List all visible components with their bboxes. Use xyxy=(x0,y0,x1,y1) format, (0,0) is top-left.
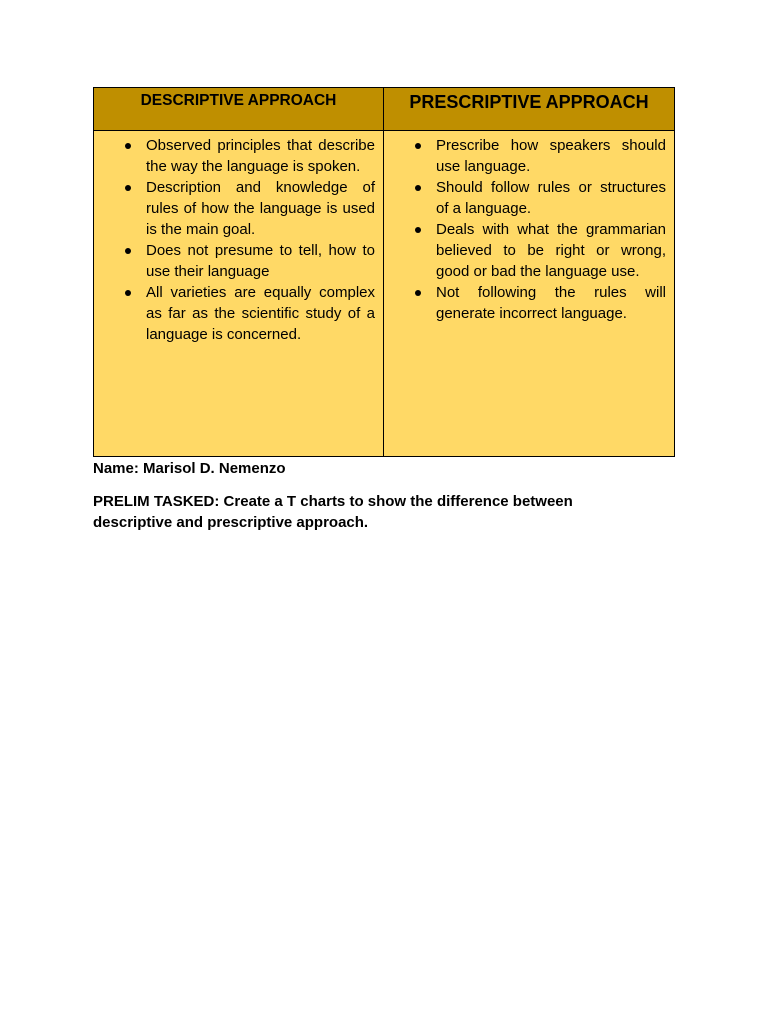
prescriptive-item-text: Should follow rules or structures of a language. xyxy=(436,179,666,217)
descriptive-item-text: Observed principles that describe the way the language is spoken. xyxy=(146,137,375,175)
bullet-icon xyxy=(125,185,131,191)
prescriptive-item-text: Deals with what the grammarian believed to be right or wrong, good or bad the language use. xyxy=(436,221,666,280)
descriptive-item xyxy=(94,240,375,282)
descriptive-item xyxy=(94,282,375,345)
prescriptive-item xyxy=(384,135,666,177)
t-chart-table xyxy=(93,87,675,457)
bullet-icon xyxy=(125,143,131,149)
bullet-icon xyxy=(125,248,131,254)
prescriptive-item-text: Not following the rules will generate incorrect language. xyxy=(436,284,666,322)
bullet-icon xyxy=(415,185,421,191)
prescriptive-item xyxy=(384,219,666,282)
prescriptive-item xyxy=(384,177,666,219)
bullet-icon xyxy=(415,143,421,149)
prescriptive-item-text: Prescribe how speakers should use language. xyxy=(436,137,666,175)
prescriptive-item xyxy=(384,282,666,324)
descriptive-header: DESCRIPTIVE APPROACH xyxy=(94,88,384,131)
student-name: Name: Marisol D. Nemenzo xyxy=(93,460,286,477)
descriptive-item xyxy=(94,135,375,177)
task-description: PRELIM TASKED: Create a T charts to show the difference between descriptive and prescriptive approach. xyxy=(93,493,573,531)
descriptive-item-text: Does not presume to tell, how to use their language xyxy=(146,242,375,280)
descriptive-column xyxy=(94,131,384,456)
descriptive-item-text: All varieties are equally complex as far as the scientific study of a language is concerned. xyxy=(146,284,375,343)
descriptive-item xyxy=(94,177,375,240)
bullet-icon xyxy=(125,290,131,296)
bullet-icon xyxy=(415,227,421,233)
prescriptive-column xyxy=(384,131,674,456)
bullet-icon xyxy=(415,290,421,296)
prescriptive-header: PRESCRIPTIVE APPROACH xyxy=(384,88,674,131)
descriptive-item-text: Description and knowledge of rules of how the language is used is the main goal. xyxy=(146,179,375,238)
